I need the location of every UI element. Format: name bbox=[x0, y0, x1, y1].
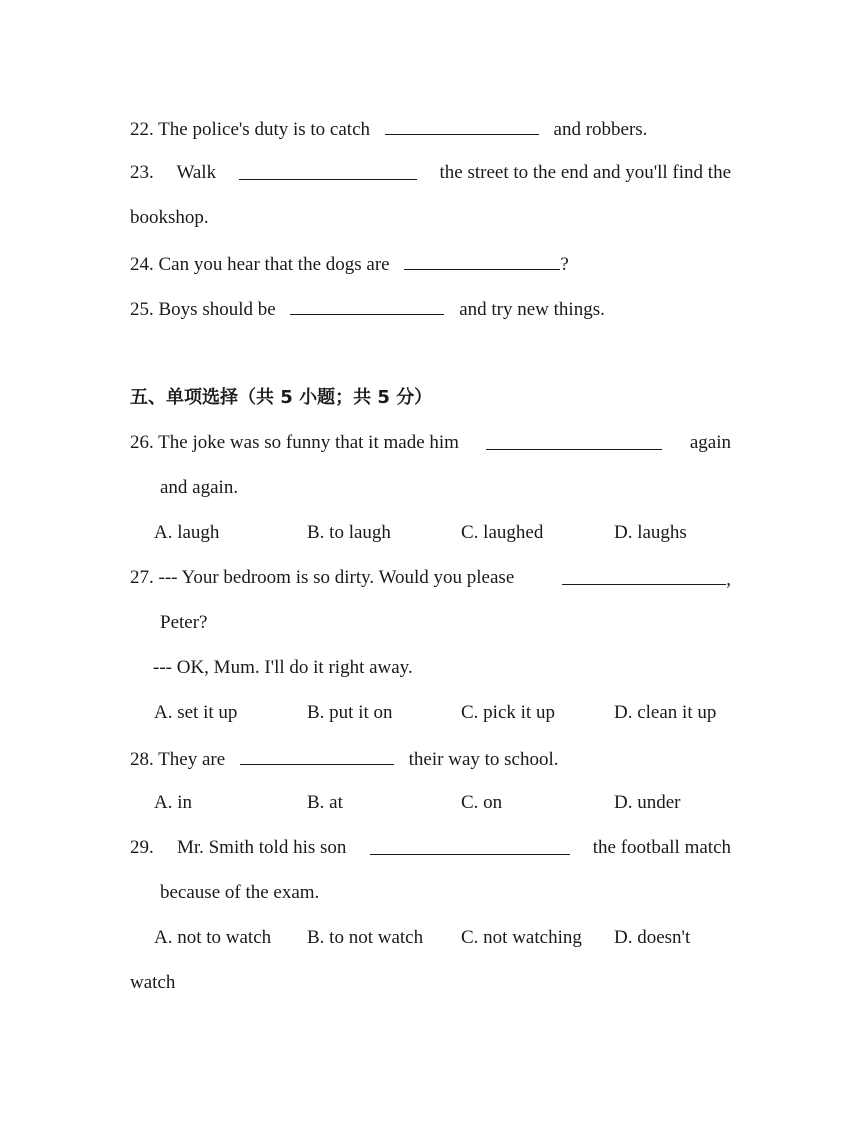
question-number: 25. bbox=[130, 299, 154, 320]
question-25 bbox=[130, 296, 605, 322]
question-24 bbox=[130, 251, 569, 277]
option-b[interactable]: B. at bbox=[307, 792, 343, 813]
option-a[interactable]: A. set it up bbox=[154, 702, 238, 723]
question-text: The police's duty is to catch bbox=[158, 119, 371, 140]
option-c[interactable]: C. laughed bbox=[461, 522, 544, 543]
answer-blank[interactable] bbox=[562, 566, 726, 585]
option-b[interactable]: B. to laugh bbox=[307, 522, 391, 543]
answer-blank[interactable] bbox=[486, 431, 662, 450]
answer-blank[interactable] bbox=[290, 296, 444, 315]
question-text: the street to the end and you'll find the bbox=[439, 162, 731, 183]
option-d[interactable]: D. under bbox=[614, 792, 681, 813]
option-c[interactable]: C. not watching bbox=[461, 927, 582, 948]
answer-blank[interactable] bbox=[239, 161, 417, 180]
question-27-continuation: Peter? bbox=[160, 612, 208, 633]
question-number: 24. bbox=[130, 254, 154, 275]
question-text: --- Your bedroom is so dirty. Would you please bbox=[158, 567, 515, 588]
question-text: Walk bbox=[176, 162, 217, 183]
option-a[interactable]: A. laugh bbox=[154, 522, 220, 543]
question-29 bbox=[130, 836, 731, 860]
answer-blank[interactable] bbox=[404, 251, 560, 270]
question-text: Boys should be bbox=[158, 299, 276, 320]
question-26-continuation: and again. bbox=[160, 477, 239, 498]
answer-blank[interactable] bbox=[370, 836, 570, 855]
question-28 bbox=[130, 746, 559, 772]
question-text: their way to school. bbox=[408, 749, 559, 770]
question-text: and robbers. bbox=[553, 119, 648, 140]
question-number: 23. bbox=[130, 162, 154, 183]
question-text: The joke was so funny that it made him bbox=[158, 432, 459, 453]
option-d[interactable]: D. doesn't bbox=[614, 927, 691, 948]
question-number: 26. bbox=[130, 432, 154, 453]
question-text: again bbox=[689, 432, 731, 453]
option-d[interactable]: D. laughs bbox=[614, 522, 687, 543]
question-number: 28. bbox=[130, 749, 154, 770]
question-text: and try new things. bbox=[459, 299, 605, 320]
answer-blank[interactable] bbox=[385, 116, 539, 135]
question-29-continuation: because of the exam. bbox=[160, 882, 320, 903]
question-text: , bbox=[726, 569, 731, 590]
section-heading: 五、单项选择（共 5 小题；共 5 分） bbox=[130, 387, 433, 408]
question-number: 29. bbox=[130, 837, 154, 858]
question-number: 27. bbox=[130, 567, 154, 588]
option-c[interactable]: C. pick it up bbox=[461, 702, 555, 723]
question-27 bbox=[130, 566, 731, 592]
question-text: Mr. Smith told his son bbox=[176, 837, 347, 858]
question-22 bbox=[130, 116, 647, 142]
option-b[interactable]: B. to not watch bbox=[307, 927, 424, 948]
option-d-wrap: watch bbox=[130, 972, 176, 993]
option-a[interactable]: A. in bbox=[154, 792, 192, 813]
question-23 bbox=[130, 161, 731, 185]
question-26 bbox=[130, 431, 731, 455]
question-text: They are bbox=[158, 749, 226, 770]
question-text: ? bbox=[560, 254, 569, 275]
question-text: the football match bbox=[592, 837, 731, 858]
option-c[interactable]: C. on bbox=[461, 792, 503, 813]
option-a[interactable]: A. not to watch bbox=[154, 927, 272, 948]
question-number: 22. bbox=[130, 119, 154, 140]
option-d[interactable]: D. clean it up bbox=[614, 702, 717, 723]
question-text: Can you hear that the dogs are bbox=[158, 254, 390, 275]
question-27-reply: --- OK, Mum. I'll do it right away. bbox=[153, 657, 413, 678]
answer-blank[interactable] bbox=[240, 746, 394, 765]
question-23-continuation: bookshop. bbox=[130, 207, 209, 228]
option-b[interactable]: B. put it on bbox=[307, 702, 393, 723]
